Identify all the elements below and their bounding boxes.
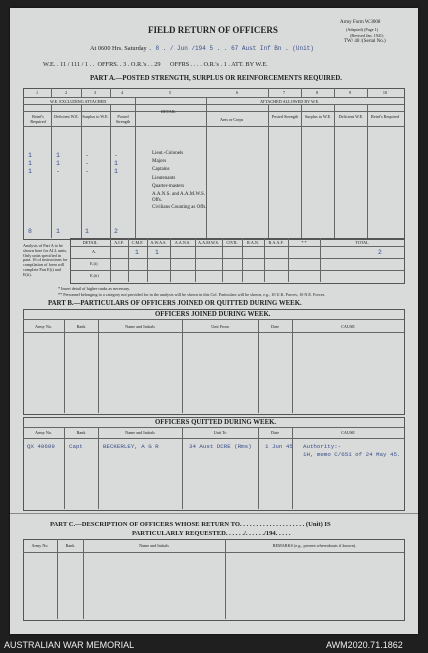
quitted-name: BECKERLEY, A G R bbox=[103, 443, 159, 450]
detail-aans: A.A.N.S. and A.A.M.W.S. Offs. bbox=[152, 192, 206, 203]
analysis-col-header: A.W.A.S. bbox=[150, 240, 167, 245]
part-a-title: PART A.—POSTED STRENGTH, SURPLUS OR REINFORCEMENTS REQUIRED. bbox=[90, 75, 342, 82]
analysis-col-header: * * bbox=[301, 240, 307, 245]
footnote-2: ** Personnel belonging to a category not provided for in the analysis will be shown in this Col. Particulars will be shown, e.g., 10 U.K. Forces; 10 N.E. Forces. bbox=[58, 292, 326, 297]
quitted-divider bbox=[98, 427, 99, 509]
partc-divider bbox=[57, 539, 58, 619]
typed-values bbox=[28, 152, 118, 177]
quitted-col-header: CAUSE bbox=[341, 430, 355, 435]
part-c-title-1: PART C.—DESCRIPTION OF OFFICERS WHOSE RETURN TO. . . . . . . . . . . . . . . . . . . . (Unit) IS bbox=[50, 521, 331, 528]
partc-divider bbox=[83, 539, 84, 619]
analysis-aif: 1 bbox=[135, 249, 139, 256]
column-number: 7 bbox=[282, 90, 286, 95]
analysis-col-header: A.I.F. bbox=[114, 240, 124, 245]
joined-divider bbox=[64, 319, 65, 413]
column-number: 10 bbox=[382, 90, 388, 95]
analysis-col-header: R.A.A.F. bbox=[268, 240, 284, 245]
we-excluding-label: W.E. EXCLUDING ATTACHED bbox=[50, 99, 107, 104]
partc-col-header: Name and Initials bbox=[139, 543, 169, 548]
analysis-col-header: TOTAL bbox=[355, 240, 369, 245]
part-c-title-2: PARTICULARLY REQUESTED. . . . . ./. . . . . ./194. . . . . bbox=[132, 530, 291, 537]
adapted-label: (Adapted) (Page 1) bbox=[346, 27, 379, 32]
quitted-title: OFFICERS QUITTED DURING WEEK. bbox=[155, 419, 277, 426]
analysis-row-a: A. bbox=[92, 249, 97, 254]
detail-majors: Majors bbox=[152, 159, 167, 165]
analysis-note: Analysis of Part A to be shown here for ALL units. Only units specified in para. 16 of instructions for compilation of form will complete Part E(i) and E(ii). bbox=[23, 243, 68, 277]
army-form-label: Army Form W.3008 bbox=[340, 20, 381, 25]
column-number: 2 bbox=[64, 90, 68, 95]
quitted-divider bbox=[64, 427, 65, 509]
at-line-prefix: At 0600 Hrs. Saturday bbox=[90, 45, 147, 52]
typed-totals: 8 1 1 2 bbox=[28, 228, 118, 235]
quitted-col-header: Name and Initials bbox=[125, 430, 155, 435]
hdr-deficient: Deficient W.E. bbox=[54, 114, 79, 119]
footer-right: AWM2020.71.1862 bbox=[326, 640, 403, 650]
quitted-rank: Capt bbox=[69, 443, 83, 450]
column-number: 8 bbox=[315, 90, 319, 95]
form-title: FIELD RETURN OF OFFICERS bbox=[148, 25, 278, 35]
quitted-cause: Authority:- bbox=[303, 443, 342, 450]
analysis-col-header: DETAIL bbox=[82, 240, 98, 245]
quitted-divider bbox=[258, 427, 259, 509]
quitted-army-no: QX 40609 bbox=[27, 443, 55, 450]
detail-rows bbox=[152, 150, 208, 211]
joined-col-header: Name and Initials bbox=[125, 324, 155, 329]
quitted-col-header: Rank bbox=[76, 430, 86, 435]
at-line-fields: . 8 . / Jun /194 5 . . 67 Aust Inf Bn . (Unit) bbox=[148, 45, 314, 52]
at-line bbox=[90, 45, 314, 52]
analysis-col-header: A.A.N.S. bbox=[174, 240, 191, 245]
detail-lieutenants: Lieutenants bbox=[152, 175, 176, 181]
column-number: 5 bbox=[168, 90, 172, 95]
analysis-col-header: CIVIL bbox=[226, 240, 238, 245]
serial-label: TW/ 40 /(Serial No.) bbox=[344, 39, 386, 44]
joined-divider bbox=[182, 319, 183, 413]
quitted-col-header: Unit To bbox=[213, 430, 227, 435]
hdr-surplus: Surplus to W.E. bbox=[82, 114, 109, 119]
detail-lt-col: Lieut.-Colonels bbox=[152, 151, 184, 156]
column-number: 6 bbox=[235, 90, 239, 95]
typed-row-1: 1 1 - - bbox=[28, 152, 118, 159]
joined-title: OFFICERS JOINED DURING WEEK. bbox=[155, 311, 271, 318]
quitted-entry bbox=[27, 443, 341, 450]
partc-col-header: REMARKS (e.g., present whereabouts if known). bbox=[272, 543, 357, 548]
revised-label: (Revised Jan. 1941) bbox=[350, 33, 384, 38]
joined-col-header: Unit From bbox=[211, 324, 229, 329]
analysis-cmf: 1 bbox=[155, 249, 159, 256]
hdr-r-deficient: Deficient W.E. bbox=[338, 114, 364, 119]
hdr-r-surplus: Surplus to W.E. bbox=[304, 114, 332, 119]
footnote-1: * Insert detail of higher ranks as necessary. bbox=[58, 286, 131, 291]
joined-col-header: CAUSE bbox=[341, 324, 355, 329]
analysis-row-eii: E.(ii) bbox=[90, 273, 99, 278]
partc-divider bbox=[225, 539, 226, 619]
attached-allowed-label: ATTACHED ALLOWED BY W.E. bbox=[260, 99, 320, 104]
joined-divider bbox=[292, 319, 293, 413]
typed-row-2: 1 1 - 1 bbox=[28, 160, 118, 168]
analysis-col-header: A.A.M.W.S. bbox=[198, 240, 219, 245]
quitted-date: 1 Jun 45 bbox=[265, 443, 293, 450]
joined-divider bbox=[258, 319, 259, 413]
analysis-col-header: C.M.F. bbox=[131, 240, 144, 245]
typed-row-3: 1 - - 1 bbox=[28, 168, 118, 176]
analysis-total: 2 bbox=[378, 249, 382, 256]
hdr-posted: Posted Strength bbox=[115, 114, 131, 124]
quitted-col-header: Date bbox=[271, 430, 279, 435]
detail-label: DETAIL bbox=[161, 109, 176, 114]
analysis-row-ei: E.(i) bbox=[90, 261, 98, 266]
quitted-divider bbox=[292, 427, 293, 509]
form-page bbox=[10, 8, 418, 634]
hdr-reinf-required: Reinf's Required bbox=[30, 114, 46, 124]
joined-col-header: Date bbox=[271, 324, 279, 329]
partc-col-header: Army No. bbox=[31, 543, 49, 548]
hdr-arm-corps: Arm or Corps bbox=[220, 117, 244, 122]
footer bbox=[0, 637, 428, 653]
part-b-title: PART B.—PARTICULARS OF OFFICERS JOINED OR QUITTED DURING WEEK. bbox=[48, 300, 302, 307]
detail-civilians: Civilians Counting as Offs. bbox=[152, 205, 207, 211]
we-line: W.E. . 11 / 111 / 1 . . OFFRS. . 3 . O.R.'s . . 29 OFFRS . . . . O.R.'s . 1 . ATT. BY W.E. bbox=[43, 61, 268, 68]
detail-qm: Quarter-masters bbox=[152, 183, 185, 189]
hdr-r-posted: Posted Strength bbox=[271, 114, 299, 119]
footer-left: AUSTRALIAN WAR MEMORIAL bbox=[4, 640, 135, 650]
quitted-unit: 34 Aust DCRE (Rms) bbox=[189, 443, 252, 450]
joined-col-header: Rank bbox=[76, 324, 86, 329]
quitted-cause-2: 1H, memo C/651 of 24 May 45. bbox=[303, 451, 401, 458]
column-number: 3 bbox=[93, 90, 97, 95]
detail-captains: Captains bbox=[152, 167, 170, 173]
column-number: 1 bbox=[35, 90, 39, 95]
joined-col-header: Army No. bbox=[35, 324, 52, 329]
analysis-col-header: R.A.N. bbox=[247, 240, 259, 245]
joined-divider bbox=[98, 319, 99, 413]
column-number: 9 bbox=[348, 90, 352, 95]
quitted-col-header: Army No. bbox=[35, 430, 52, 435]
hdr-r-reinf: Reinf's Required bbox=[370, 114, 400, 119]
column-number: 4 bbox=[120, 90, 124, 95]
partc-col-header: Rank bbox=[65, 543, 75, 548]
quitted-divider bbox=[182, 427, 183, 509]
